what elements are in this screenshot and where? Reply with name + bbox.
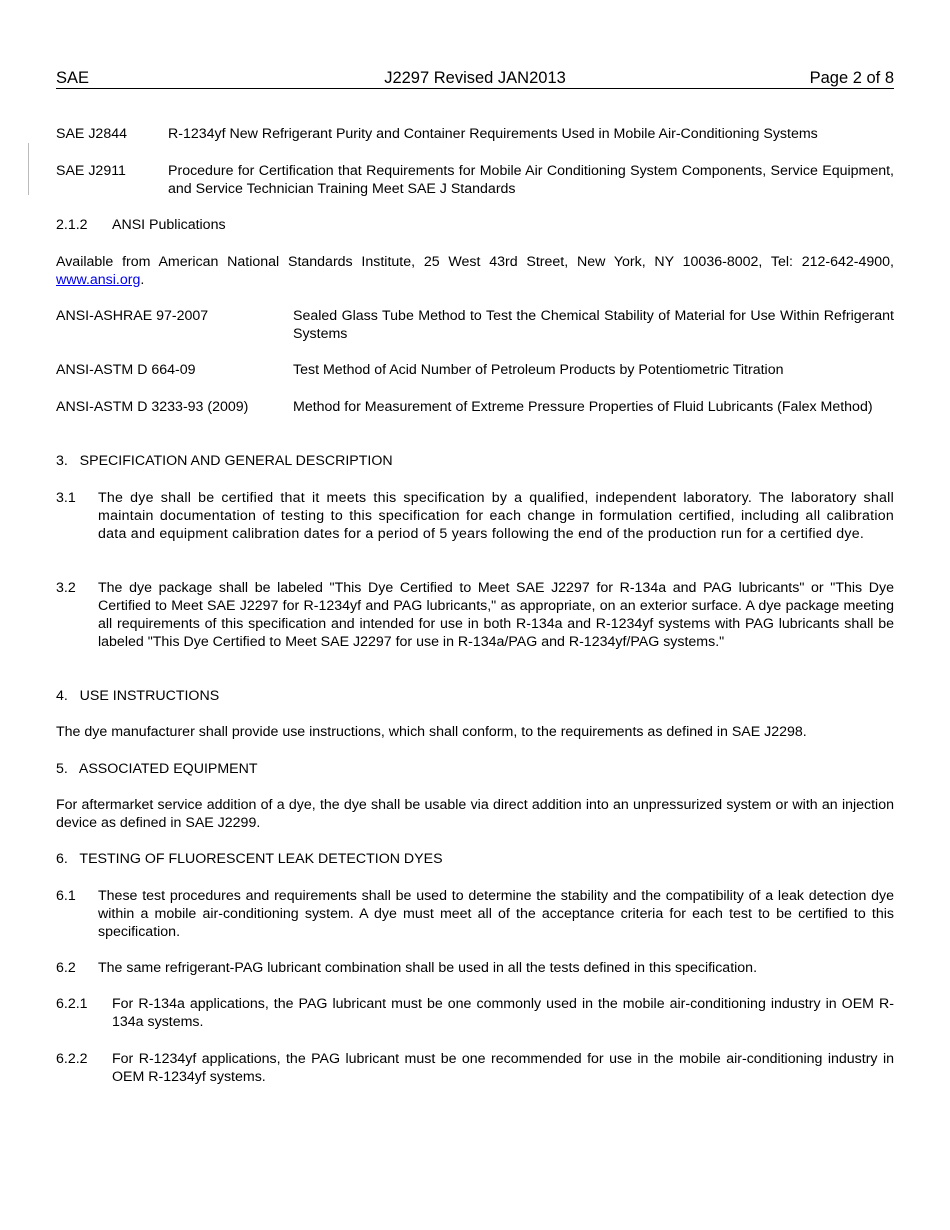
- paragraph-text: For R-134a applications, the PAG lubricant must be one commonly used in the mobile air-conditioning industry in OEM R-134a systems.: [112, 996, 894, 1030]
- reference-title: Procedure for Certification that Requirements for Mobile Air Conditioning System Components, Service Equipment, and Service Technician Training Meet SAE J Standards: [168, 163, 894, 197]
- section-4-heading: 4. USE INSTRUCTIONS: [56, 688, 220, 704]
- paragraph-number: 6.2.2: [56, 1051, 88, 1067]
- reference-title: Method for Measurement of Extreme Pressure Properties of Fluid Lubricants (Falex Method): [293, 399, 873, 415]
- paragraph-text: The same refrigerant-PAG lubricant combination shall be used in all the tests defined in this specification.: [98, 960, 758, 976]
- reference-code: ANSI-ASTM D 664-09: [56, 362, 196, 378]
- section-5-text: For aftermarket service addition of a dye, the dye shall be usable via direct addition into an unpressurized system or with an injection device as defined in SAE J2299.: [56, 797, 894, 831]
- period: .: [140, 272, 145, 288]
- header-page-number: Page 2 of 8: [809, 69, 894, 87]
- section-number: 2.1.2: [56, 217, 88, 233]
- paragraph-3-2: [56, 579, 894, 651]
- section-heading: ANSI Publications: [112, 217, 226, 233]
- reference-title: R-1234yf New Refrigerant Purity and Container Requirements Used in Mobile Air-Conditioning Systems: [168, 126, 818, 142]
- header-doc-id: J2297 Revised JAN2013: [384, 69, 566, 87]
- availability-text: Available from American National Standards Institute, 25 West 43rd Street, New York, NY 10036-8002, Tel: 212-642-4900,: [56, 254, 894, 270]
- reference-sae-j2844: [56, 125, 894, 143]
- paragraph-text: The dye shall be certified that it meets this specification by a qualified, independent laboratory. The laboratory shall maintain documentation of testing to this specification for each change in formulation certified, including all calibration data and equipment calibration dates for a period of 5 years following the end of the production run for a certified dye.: [98, 490, 894, 542]
- page-header: [56, 68, 894, 89]
- paragraph-6-2: [56, 959, 894, 977]
- paragraph-text: For R-1234yf applications, the PAG lubricant must be one recommended for use in the mobile air-conditioning industry in OEM R-1234yf systems.: [112, 1051, 894, 1085]
- revision-change-bar: [28, 143, 29, 195]
- reference-title: Test Method of Acid Number of Petroleum Products by Potentiometric Titration: [293, 362, 784, 378]
- ansi-website-link[interactable]: www.ansi.org: [56, 272, 141, 288]
- paragraph-number: 6.2.1: [56, 996, 88, 1012]
- ansi-reference-d3233: [56, 398, 894, 416]
- paragraph-6-1: [56, 887, 894, 941]
- reference-title: Sealed Glass Tube Method to Test the Chemical Stability of Material for Use Within Refrigerant Systems: [293, 308, 894, 342]
- paragraph-text: The dye package shall be labeled "This Dye Certified to Meet SAE J2297 for R-134a and PAG lubricants" or "This Dye Certified to Meet SAE J2297 for R-1234yf and PAG lubricants," as appropriate, on an exterior surface. A dye package meeting all requirements of this specification and intended for use in both R-134a and R-1234yf systems with PAG lubricants shall be labeled "This Dye Certified to Meet SAE J2297 for use in R-134a/PAG and R-1234yf/PAG systems.": [98, 580, 894, 650]
- section-6-heading: 6. TESTING OF FLUORESCENT LEAK DETECTION DYES: [56, 851, 443, 867]
- paragraph-number: 6.2: [56, 960, 76, 976]
- ansi-reference-ashrae: [56, 307, 894, 343]
- ansi-reference-d664: [56, 361, 894, 379]
- reference-sae-j2911: [56, 162, 894, 198]
- reference-code: ANSI-ASTM D 3233-93 (2009): [56, 399, 249, 415]
- section-5-heading: 5. ASSOCIATED EQUIPMENT: [56, 761, 258, 777]
- paragraph-6-2-1: [56, 995, 894, 1031]
- paragraph-6-2-2: [56, 1050, 894, 1086]
- paragraph-text: These test procedures and requirements shall be used to determine the stability and the compatibility of a leak detection dye within a mobile air-conditioning system. A dye must meet all of the acceptance criteria for each test to be certified to this specification.: [98, 888, 894, 940]
- paragraph-number: 6.1: [56, 888, 76, 904]
- reference-code: SAE J2911: [56, 163, 126, 179]
- header-org: SAE: [56, 69, 90, 87]
- paragraph-3-1: [56, 489, 894, 543]
- paragraph-number: 3.1: [56, 490, 76, 506]
- reference-code: SAE J2844: [56, 126, 127, 142]
- reference-code: ANSI-ASHRAE 97-2007: [56, 308, 209, 324]
- section-4-text: The dye manufacturer shall provide use instructions, which shall conform, to the requirements as defined in SAE J2298.: [56, 724, 807, 740]
- ansi-subheading: [56, 216, 894, 234]
- ansi-availability-paragraph: [56, 253, 894, 289]
- paragraph-number: 3.2: [56, 580, 76, 596]
- section-3-heading: 3. SPECIFICATION AND GENERAL DESCRIPTION: [56, 453, 393, 469]
